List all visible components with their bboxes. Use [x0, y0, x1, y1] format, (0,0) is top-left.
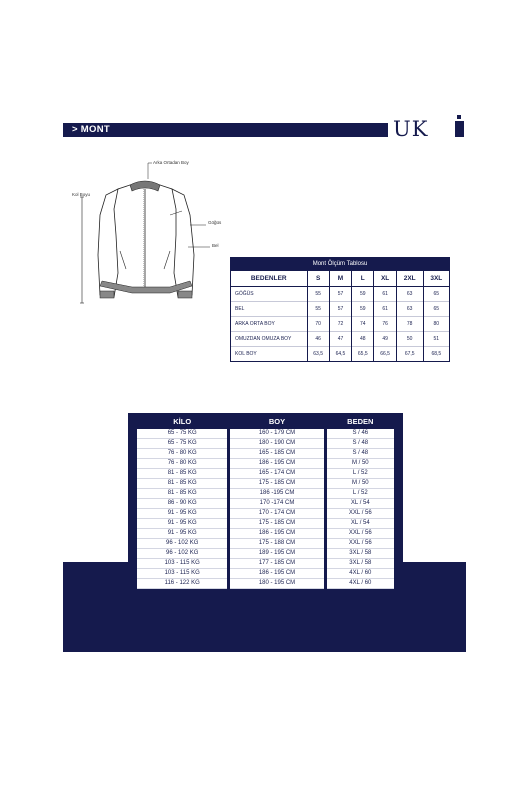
- table-cell: 86 - 90 KG: [137, 499, 227, 509]
- table-row: [137, 539, 394, 549]
- table-cell: 61: [374, 301, 396, 316]
- table-cell: 65,5: [352, 346, 374, 361]
- table-cell: 63: [396, 286, 423, 301]
- table-cell: 63: [396, 301, 423, 316]
- table-row: [137, 459, 394, 469]
- table-cell: 76 - 80 KG: [137, 459, 227, 469]
- table-cell: 47: [329, 331, 351, 346]
- table-cell: 78: [396, 316, 423, 331]
- jacket-drawing: [70, 155, 230, 320]
- table-cell: XXL / 56: [327, 529, 394, 539]
- table-cell: 63,5: [307, 346, 329, 361]
- column-header: S: [307, 271, 329, 286]
- table-cell: 170 - 174 CM: [230, 509, 323, 519]
- table-cell: 175 - 185 CM: [230, 519, 323, 529]
- table-cell: 96 - 102 KG: [137, 549, 227, 559]
- table-cell: 65 - 75 KG: [137, 429, 227, 439]
- measurement-chart-title: Mont Ölçüm Tablosu: [231, 258, 449, 271]
- table-cell: 175 - 188 CM: [230, 539, 323, 549]
- row-label: GÖĞÜS: [231, 286, 307, 301]
- table-cell: 74: [352, 316, 374, 331]
- column-header: KİLO: [137, 414, 227, 429]
- table-cell: L / 52: [327, 469, 394, 479]
- table-cell: S / 48: [327, 439, 394, 449]
- table-cell: 72: [329, 316, 351, 331]
- table-cell: 76 - 80 KG: [137, 449, 227, 459]
- table-row: [137, 479, 394, 489]
- table-cell: 170 -174 CM: [230, 499, 323, 509]
- table-cell: 55: [307, 286, 329, 301]
- table-cell: 80: [423, 316, 449, 331]
- back-length-label: Arka Ortadan Boy: [153, 160, 189, 165]
- table-cell: 49: [374, 331, 396, 346]
- measurement-table: [231, 271, 449, 361]
- table-cell: 81 - 85 KG: [137, 489, 227, 499]
- table-cell: 189 - 195 CM: [230, 549, 323, 559]
- table-cell: 57: [329, 301, 351, 316]
- table-row: [137, 569, 394, 579]
- row-label: OMUZDAN OMUZA BOY: [231, 331, 307, 346]
- table-cell: 186 - 195 CM: [230, 569, 323, 579]
- table-cell: 55: [307, 301, 329, 316]
- measurement-chart: [230, 257, 450, 362]
- table-row: [137, 579, 394, 589]
- table-cell: 64,5: [329, 346, 351, 361]
- table-cell: 70: [307, 316, 329, 331]
- table-cell: 180 - 195 CM: [230, 579, 323, 589]
- table-cell: 66,5: [374, 346, 396, 361]
- section-title: > MONT: [72, 124, 110, 135]
- table-cell: 61: [374, 286, 396, 301]
- table-cell: 96 - 102 KG: [137, 539, 227, 549]
- sleeve-length-label: Kol Boyu: [72, 192, 91, 197]
- column-header: 2XL: [396, 271, 423, 286]
- table-cell: 76: [374, 316, 396, 331]
- table-cell: XXL / 56: [327, 509, 394, 519]
- table-cell: 81 - 85 KG: [137, 469, 227, 479]
- table-cell: 67,5: [396, 346, 423, 361]
- table-cell: 165 - 174 CM: [230, 469, 323, 479]
- waist-label: Bel: [212, 243, 219, 248]
- table-row: [137, 549, 394, 559]
- fit-table: [134, 414, 397, 589]
- measurement-header-row: [231, 271, 449, 286]
- table-row: [137, 469, 394, 479]
- table-cell: 91 - 95 KG: [137, 519, 227, 529]
- column-header: 3XL: [423, 271, 449, 286]
- table-cell: 65: [423, 286, 449, 301]
- brand-logo: UK: [393, 117, 429, 141]
- table-cell: 4XL / 60: [327, 579, 394, 589]
- table-cell: 48: [352, 331, 374, 346]
- table-cell: 59: [352, 301, 374, 316]
- table-cell: XXL / 56: [327, 539, 394, 549]
- table-cell: 68,5: [423, 346, 449, 361]
- table-cell: 59: [352, 286, 374, 301]
- chest-label: Göğüs: [208, 220, 222, 225]
- table-cell: L / 52: [327, 489, 394, 499]
- table-row: [137, 439, 394, 449]
- table-cell: 177 - 185 CM: [230, 559, 323, 569]
- table-row: [137, 559, 394, 569]
- table-cell: 116 - 122 KG: [137, 579, 227, 589]
- table-cell: 186 - 195 CM: [230, 459, 323, 469]
- table-cell: S / 48: [327, 449, 394, 459]
- table-cell: 103 - 115 KG: [137, 559, 227, 569]
- table-cell: M / 50: [327, 459, 394, 469]
- table-cell: 3XL / 58: [327, 549, 394, 559]
- table-cell: 65 - 75 KG: [137, 439, 227, 449]
- table-cell: 91 - 95 KG: [137, 529, 227, 539]
- table-cell: 65: [423, 301, 449, 316]
- table-cell: 180 - 190 CM: [230, 439, 323, 449]
- table-cell: XL / 54: [327, 499, 394, 509]
- table-cell: 165 - 185 CM: [230, 449, 323, 459]
- table-row: [231, 331, 449, 346]
- column-header: L: [352, 271, 374, 286]
- table-cell: 103 - 115 KG: [137, 569, 227, 579]
- table-row: [137, 429, 394, 439]
- fit-header-row: [137, 414, 394, 429]
- brand-logo-i-mark: [455, 121, 464, 137]
- table-cell: 186 -195 CM: [230, 489, 323, 499]
- table-cell: 175 - 185 CM: [230, 479, 323, 489]
- table-cell: 186 - 195 CM: [230, 529, 323, 539]
- table-row: [231, 286, 449, 301]
- row-label: KOL BOY: [231, 346, 307, 361]
- table-row: [231, 346, 449, 361]
- table-row: [137, 489, 394, 499]
- table-row: [231, 316, 449, 331]
- table-row: [137, 519, 394, 529]
- row-label: BEL: [231, 301, 307, 316]
- row-label: ARKA ORTA BOY: [231, 316, 307, 331]
- table-cell: 46: [307, 331, 329, 346]
- table-row: [137, 529, 394, 539]
- table-row: [137, 499, 394, 509]
- table-cell: 3XL / 58: [327, 559, 394, 569]
- header-bar: [63, 123, 388, 137]
- table-cell: M / 50: [327, 479, 394, 489]
- table-cell: 51: [423, 331, 449, 346]
- column-header: BEDEN: [327, 414, 394, 429]
- table-cell: 91 - 95 KG: [137, 509, 227, 519]
- column-header: XL: [374, 271, 396, 286]
- table-cell: 160 - 179 CM: [230, 429, 323, 439]
- table-cell: 50: [396, 331, 423, 346]
- column-header: M: [329, 271, 351, 286]
- column-header: BOY: [230, 414, 323, 429]
- table-row: [231, 301, 449, 316]
- table-cell: XL / 54: [327, 519, 394, 529]
- table-cell: 57: [329, 286, 351, 301]
- table-row: [137, 509, 394, 519]
- table-cell: 4XL / 60: [327, 569, 394, 579]
- column-header: BEDENLER: [250, 274, 287, 282]
- table-row: [137, 449, 394, 459]
- table-cell: 81 - 85 KG: [137, 479, 227, 489]
- table-cell: S / 46: [327, 429, 394, 439]
